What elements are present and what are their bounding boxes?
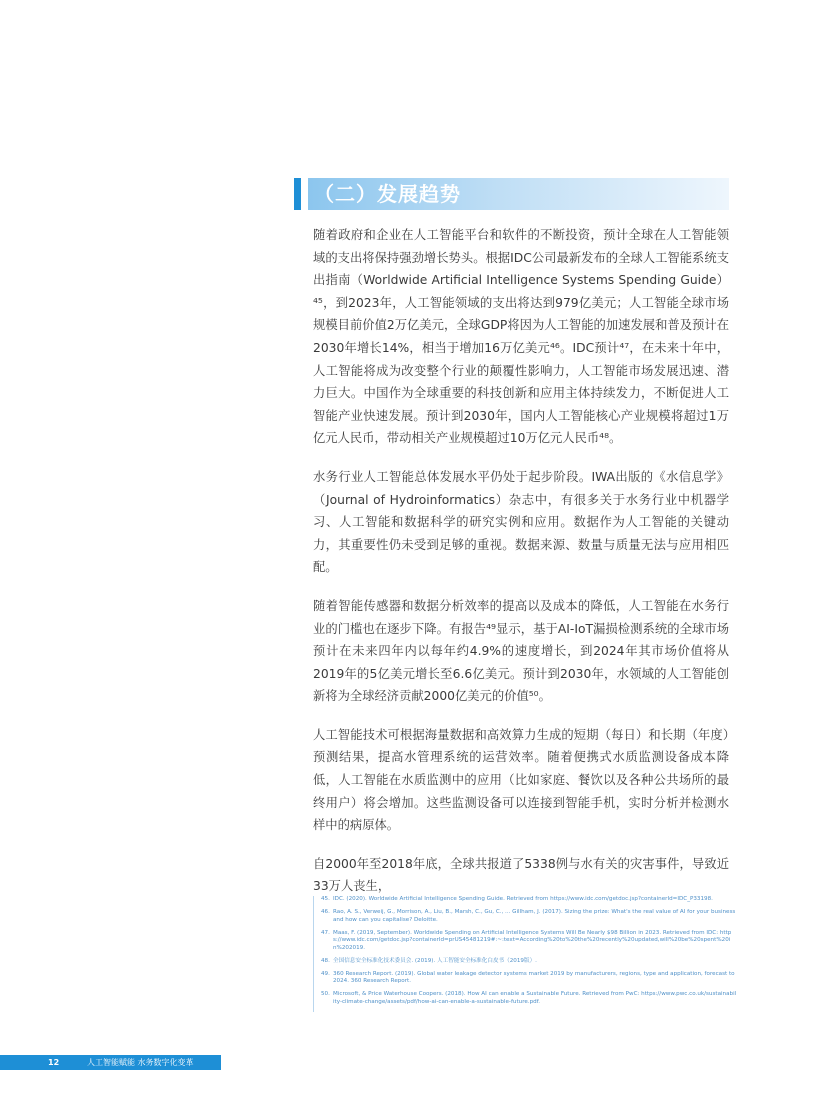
page-number: 12 [48,1058,60,1067]
footnote-number: 45. [321,896,330,902]
page-footer [0,1055,221,1070]
section-header [294,178,729,210]
paragraph: 水务行业人工智能总体发展水平仍处于起步阶段。IWA出版的《水信息学》（Journal of Hydroinformatics）杂志中，有很多关于水务行业中机器学习、人工智能和数据科学的研究实例和应用。数据作为人工智能的关键动力，其重要性仍未受到足够的重视。数据来源、数量与质量无法与应用相匹配。 [313,469,729,575]
footnote-number: 50. [321,991,330,998]
footnote-number: 46. [321,908,330,915]
footnote-text: 全国信息安全标准化技术委员会. (2019). 人工智能安全标准化白皮书（2019版）. [333,957,537,964]
footnote [321,991,737,1006]
paragraph: 随着政府和企业在人工智能平台和软件的不断投资，预计全球在人工智能领域的支出将保持强劲增长势头。根据IDC公司最新发布的全球人工智能系统支出指南（Worldwide Artificial Intelligence Systems Spending Guide）⁴⁵，到2023年，人工智能领域的支出将达到979亿美元；人工智能全球市场规模目前价值2万亿美元，全球GDP将因为人工智能的加速发展和普及预计在2030年增长14%，相当于增加16万亿美元⁴⁶。IDC预计⁴⁷，在未来十年中，人工智能将成为改变整个行业的颠覆性影响力，人工智能市场发展迅速、潜力巨大。中国作为全球重要的科技创新和应用主体持续发力，不断促进人工智能产业快速发展。预计到2030年，国内人工智能核心产业规模将超过1万亿元人民币，带动相关产业规模超过10万亿元人民币⁴⁸。 [313,228,729,446]
footnote-number: 49. [321,970,330,977]
footnote [321,896,737,904]
section-title: （二）发展趋势 [314,182,461,206]
footnote [321,958,737,966]
paragraph: 自2000年至2018年底，全球共报道了5338例与水有关的灾害事件，导致近33万人丧生， [313,856,729,894]
body-text [313,224,729,914]
running-title: 人工智能赋能 水务数字化变革 [87,1058,194,1067]
paragraph: 随着智能传感器和数据分析效率的提高以及成本的降低，人工智能在水务行业的门槛也在逐步下降。有报告⁴⁹显示，基于AI-IoT漏损检测系统的全球市场预计在未来四年内以每年约4.9%的速度增长，到2024年其市场价值将从2019年的5亿美元增长至6.6亿美元。预计到2030年，水领域的人工智能创新将为全球经济贡献2000亿美元的价值⁵⁰。 [313,598,729,704]
footnote-text: Rao, A. S., Verweij, G., Morrison, A., Liu, B., Marsh, C., Gu, C., ... Gillham, J. (2017). Sizing the prize: What's the real value of AI for your business and how can you capitalise? Deloitte. [333,908,736,923]
footnote-number: 47. [321,929,330,936]
footnote-text: Microsoft, & Price Waterhouse Coopers. (2018). How AI can enable a Sustainable Future. Retrieved from PwC: https://www.pwc.co.uk/sustainability-climate-change/assets/pdf/how-ai-can-enable-a-sustainable-future.pdf. [333,991,737,1005]
footnote [321,930,737,953]
footnote-number: 48. [321,957,330,964]
footnote-text: IDC. (2020). Worldwide Artificial Intelligence Spending Guide. Retrieved from https://www.idc.com/getdoc.jsp?containerId=IDC_P33198. [333,896,713,902]
footnotes [313,896,737,1012]
footnote [321,909,737,924]
footnote [321,971,737,986]
header-accent-bar [294,178,301,210]
paragraph: 人工智能技术可根据海量数据和高效算力生成的短期（每日）和长期（年度）预测结果，提高水管理系统的运营效率。随着便携式水质监测设备成本降低，人工智能在水质监测中的应用（比如家庭、餐饮以及各种公共场所的最终用户）将会增加。这些监测设备可以连接到智能手机，实时分析并检测水样中的病原体。 [313,727,729,833]
footnote-text: Maas, F. (2019, September). Worldwide Spending on Artificial Intelligence Systems Will Be Nearly $98 Billion in 2023. Retrieved from IDC: https://www.idc.com/getdoc.jsp?containerId=prUS45481219#:~:text=According%20to%20the%20recently%20updated,will%20be%20spent%20in%202019. [333,929,732,951]
footnote-text: 360 Research Report. (2019). Global water leakage detector systems market 2019 by manufacturers, regions, type and application, forecast to 2024. 360 Research Report. [333,970,735,985]
